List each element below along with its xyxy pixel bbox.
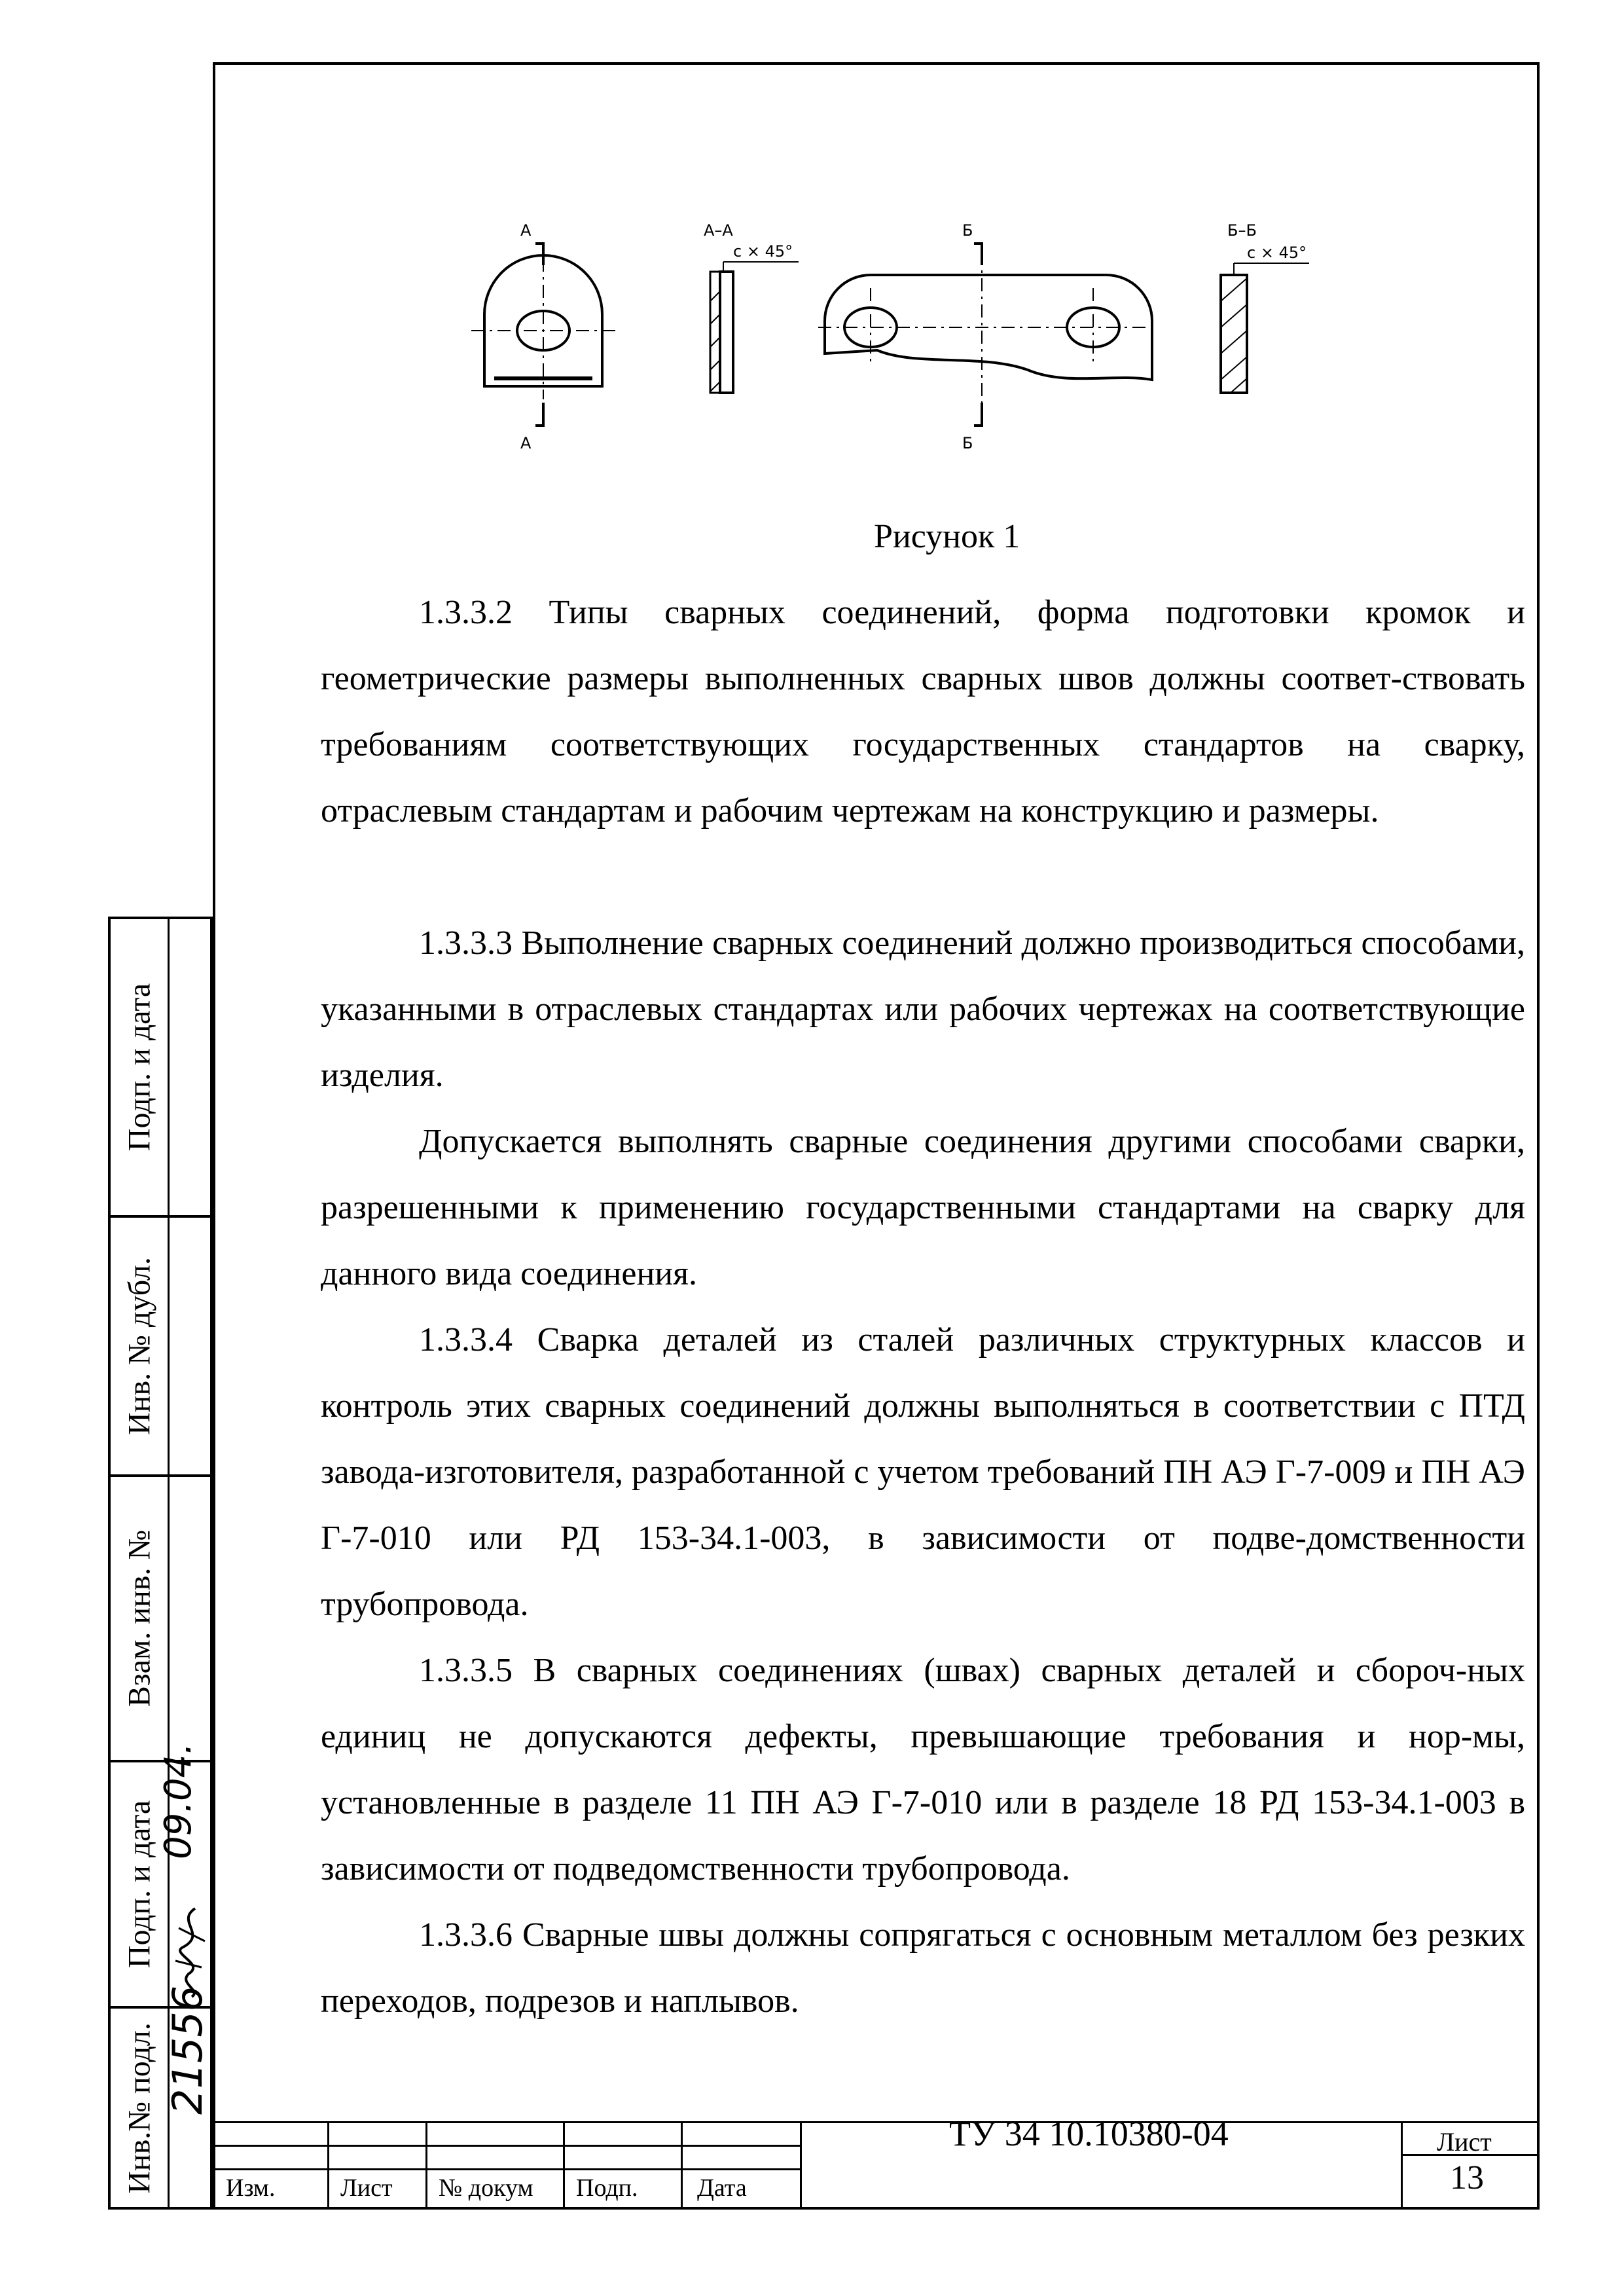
figure-caption: Рисунок 1 <box>874 518 1020 555</box>
label-b-top: Б <box>962 221 973 240</box>
sheet-number: 13 <box>1450 2159 1484 2196</box>
label-chamfer-aa: c × 45° <box>733 242 793 261</box>
paragraph-1-3-3-6: 1.3.3.6 Сварные швы должны сопрягаться с основным металлом без резких переходов, подрезов и наплывов. <box>321 1916 1525 2020</box>
title-block-n-dokum: № докум <box>439 2174 533 2202</box>
paragraph-1-3-3-4: 1.3.3.4 Сварка деталей из сталей различных структурных классов и контроль этих сварных соединений должны выполняться в соответствии с ПТД завода-изготовителя, разработанной с учетом требований ПН АЭ Г-7-009 и ПН АЭ Г-7-010 или РД 153-34.1-003, в зависимости от подве-домственности трубопровода. <box>321 1321 1525 1623</box>
label-a-bottom: А <box>520 434 532 452</box>
label-section-aa: А–А <box>704 221 733 240</box>
paragraph-allowed: Допускается выполнять сварные соединения другими способами сварки, разрешенными к применению государственными стандартами на сварку для данного вида соединения. <box>321 1123 1525 1292</box>
side-field-inv-dubl <box>108 1215 213 1477</box>
label-section-bb: Б–Б <box>1227 221 1257 240</box>
side-label-inv-dubl: Инв. № дубл. <box>122 1257 156 1435</box>
side-field-podp-data-1 <box>108 917 213 1218</box>
title-block-data: Дата <box>697 2174 747 2202</box>
side-label-podp-data-2: Подп. и дата <box>122 1800 156 1969</box>
document-number: ТУ 34 10.10380-04 <box>949 2114 1229 2153</box>
label-b-bottom: Б <box>962 434 973 452</box>
paragraph-1-3-3-3: 1.3.3.3 Выполнение сварных соединений должно производиться способами, указанными в отраслевых стандартах или рабочих чертежах на соответствующие изделия. <box>321 924 1525 1094</box>
label-chamfer-bb: c × 45° <box>1247 244 1307 262</box>
paragraph-1-3-3-5: 1.3.3.5 В сварных соединениях (швах) сварных деталей и сбороч-ных единиц не допускаются дефекты, превышающие требования и нор-мы, установленные в разделе 11 ПН АЭ Г-7-010 или в разделе 18 РД 153-34.1-003 в зависимости от подведомственности трубопровода. <box>321 1652 1525 1887</box>
title-block-list: Лист <box>340 2174 393 2202</box>
figure-drawing <box>458 210 1407 471</box>
side-label-vzam-inv: Взам. инв. № <box>122 1529 156 1707</box>
side-label-inv-podl: Инв.№ подл. <box>122 2022 156 2194</box>
side-label-podp-data-1: Подп. и дата <box>122 983 156 1152</box>
side-field-vzam-inv <box>108 1474 213 1762</box>
label-a-top: А <box>520 221 532 240</box>
handwritten-date: 09.04. <box>157 1742 200 1859</box>
title-block-podp: Подп. <box>576 2174 638 2202</box>
paragraph-1-3-3-2: 1.3.3.2 Типы сварных соединений, форма подготовки кромок и геометрические размеры выполненных сварных швов должны соответ-ствовать требованиям соответствующих государственных стандартов на сварку, отраслевым стандартам и рабочим чертежам на конструкцию и размеры. <box>321 594 1525 829</box>
title-block-izm: Изм. <box>226 2174 276 2202</box>
sheet-label: Лист <box>1437 2127 1492 2157</box>
handwritten-inv-number: 21556 <box>164 1985 211 2115</box>
